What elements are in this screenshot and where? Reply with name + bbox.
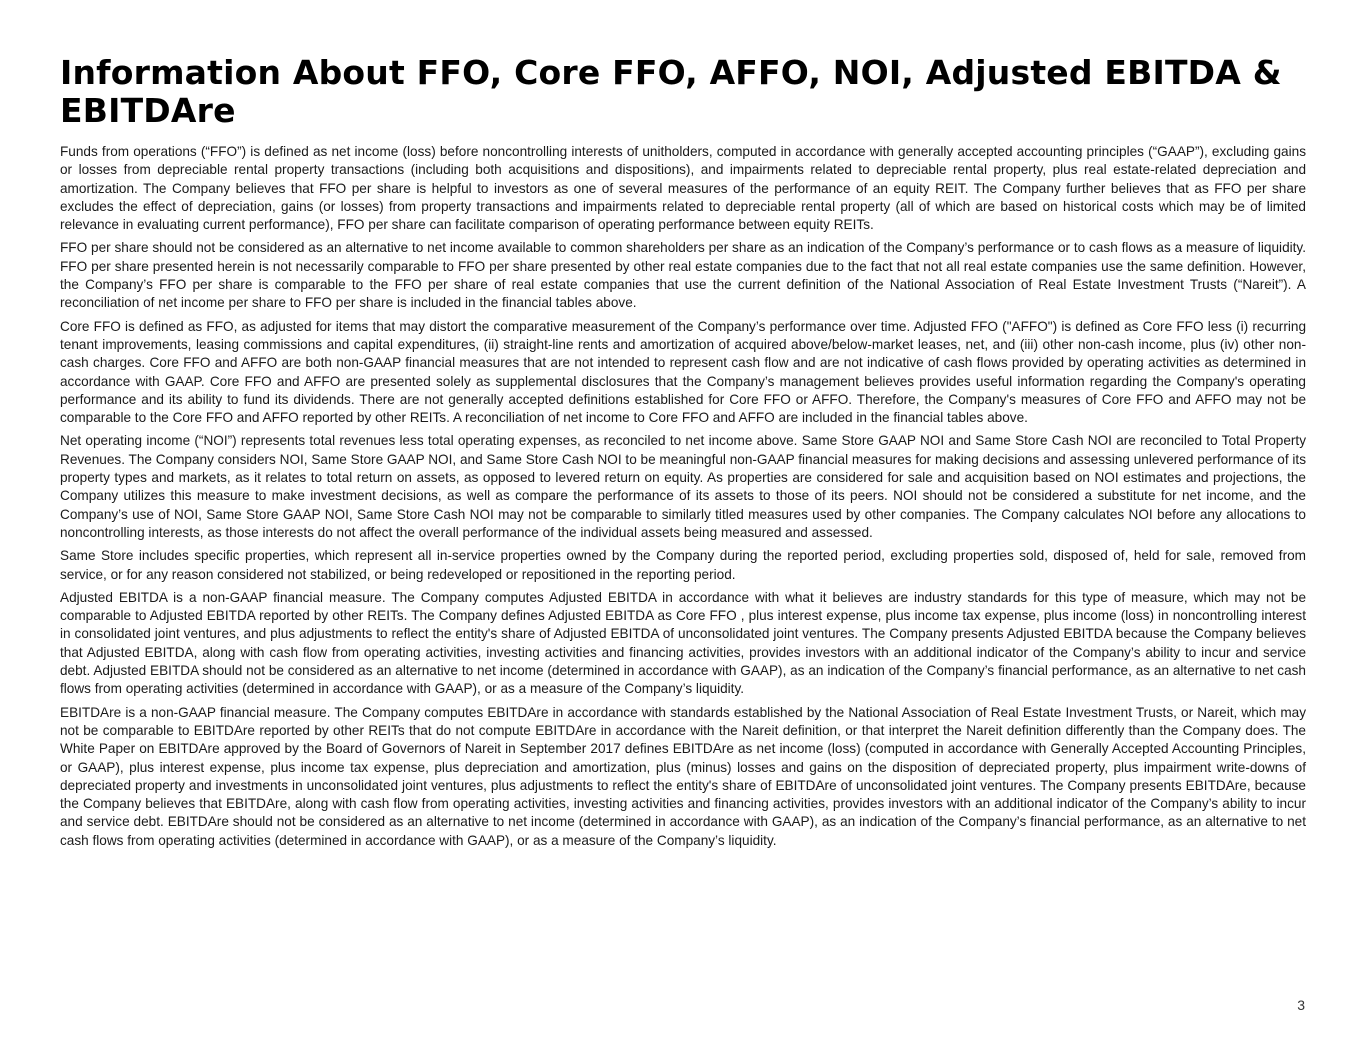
paragraph-noi: Net operating income (“NOI”) represents total revenues less total operating expenses, as reconciled to net income above. Same Store GAAP NOI and Same Store Cash NOI are reconciled to Total Property Revenues. The Company considers NOI, Same Store GAAP NOI, and Same Store Cash NOI to be meaningful non-GAAP financial measures for making decisions and assessing unlevered performance of its property types and markets, as it relates to total return on assets, as opposed to levered return on equity. As properties are considered for sale and acquisition based on NOI estimates and projections, the Company utilizes this measure to make investment decisions, as well as compare the performance of its assets to those of its peers. NOI should not be considered a substitute for net income, and the Company’s use of NOI, Same Store GAAP NOI, Same Store Cash NOI may not be comparable to similarly titled measures used by other companies. The Company calculates NOI before any allocations to noncontrolling interests, as those interests do not affect the overall performance of the individual assets being measured and assessed. xyxy=(60,433,1306,540)
page-number: 3 xyxy=(1297,997,1305,1013)
paragraph-adjusted-ebitda: Adjusted EBITDA is a non-GAAP financial measure. The Company computes Adjusted EBITDA in accordance with what it believes are industry standards for this type of measure, which may not be comparable to Adjusted EBITDA reported by other REITs. The Company defines Adjusted EBITDA as Core FFO , plus interest expense, plus income tax expense, plus income (loss) in noncontrolling interest in consolidated joint ventures, and plus adjustments to reflect the entity's share of Adjusted EBITDA of unconsolidated joint ventures. The Company presents Adjusted EBITDA because the Company believes that Adjusted EBITDA, along with cash flow from operating activities, investing activities and financing activities, provides investors with an additional indicator of the Company’s ability to incur and service debt. Adjusted EBITDA should not be considered as an alternative to net income (determined in accordance with GAAP), as an indication of the Company’s financial performance, as an alternative to net cash flows from operating activities (determined in accordance with GAAP), or as a measure of the Company’s liquidity. xyxy=(60,589,1306,697)
page-title: Information About FFO, Core FFO, AFFO, NOI, Adjusted EBITDA & EBITDAre xyxy=(60,53,1282,130)
paragraph-ffo-per-share: FFO per share should not be considered as an alternative to net income available to common shareholders per share as an indication of the Company’s performance or to cash flows as a measure of liquidity. FFO per share presented herein is not necessarily comparable to FFO per share presented by other real estate companies due to the fact that not all real estate companies use the same definition. However, the Company’s FFO per share is comparable to the FFO per share of real estate companies that use the current definition of the National Association of Real Estate Investment Trusts (“Nareit”). A reconciliation of net income per share to FFO per share is included in the financial tables above. xyxy=(60,240,1306,311)
paragraph-same-store: Same Store includes specific properties, which represent all in-service properties owned by the Company during the reported period, excluding properties sold, disposed of, held for sale, removed from service, or for any reason considered not stabilized, or being redeveloped or repositioned in the reporting period. xyxy=(60,548,1306,582)
paragraph-core-ffo-affo: Core FFO is defined as FFO, as adjusted for items that may distort the comparative measurement of the Company’s performance over time. Adjusted FFO ("AFFO") is defined as Core FFO less (i) recurring tenant improvements, leasing commissions and capital expenditures, (ii) straight-line rents and amortization of acquired above/below-market leases, net, and (iii) other non-cash income, plus (iv) other non-cash charges. Core FFO and AFFO are both non-GAAP financial measures that are not intended to represent cash flow and are not indicative of cash flows provided by operating activities as determined in accordance with GAAP. Core FFO and AFFO are presented solely as supplemental disclosures that the Company’s management believes provides useful information regarding the Company's operating performance and its ability to fund its dividends. There are not generally accepted definitions established for Core FFO or AFFO. Therefore, the Company's measures of Core FFO and AFFO may not be comparable to the Core FFO and AFFO reported by other REITs. A reconciliation of net income to Core FFO and AFFO are included in the financial tables above. xyxy=(60,318,1306,426)
paragraph-ffo-definition: Funds from operations (“FFO”) is defined as net income (loss) before noncontrolling interests of unitholders, computed in accordance with generally accepted accounting principles (“GAAP”), excluding gains or losses from depreciable rental property transactions (including both acquisitions and dispositions), and impairments related to depreciable rental property, plus real estate-related depreciation and amortization. The Company believes that FFO per share is helpful to investors as one of several measures of the performance of an equity REIT. The Company further believes that as FFO per share excludes the effect of depreciation, gains (or losses) from property transactions and impairments related to depreciable rental property (all of which are based on historical costs which may be of limited relevance in evaluating current performance), FFO per share can facilitate comparison of operating performance between equity REITs. xyxy=(60,144,1306,233)
document-page xyxy=(60,54,1306,855)
paragraph-ebitdare: EBITDAre is a non-GAAP financial measure. The Company computes EBITDAre in accordance with standards established by the National Association of Real Estate Investment Trusts, or Nareit, which may not be comparable to EBITDAre reported by other REITs that do not compute EBITDAre in accordance with the Nareit definition, or that interpret the Nareit definition differently than the Company does. The White Paper on EBITDAre approved by the Board of Governors of Nareit in September 2017 defines EBITDAre as net income (loss) (computed in accordance with Generally Accepted Accounting Principles, or GAAP), plus interest expense, plus income tax expense, plus depreciation and amortization, plus (minus) losses and gains on the disposition of depreciated property, plus impairment write-downs of depreciated property and investments in unconsolidated joint ventures, plus adjustments to reflect the entity's share of EBITDAre of unconsolidated joint ventures. The Company presents EBITDAre, because the Company believes that EBITDAre, along with cash flow from operating activities, investing activities and financing activities, provides investors with an additional indicator of the Company’s ability to incur and service debt. EBITDAre should not be considered as an alternative to net income (determined in accordance with GAAP), as an indication of the Company’s financial performance, as an alternative to net cash flows from operating activities (determined in accordance with GAAP), or as a measure of the Company’s liquidity. xyxy=(60,704,1306,848)
